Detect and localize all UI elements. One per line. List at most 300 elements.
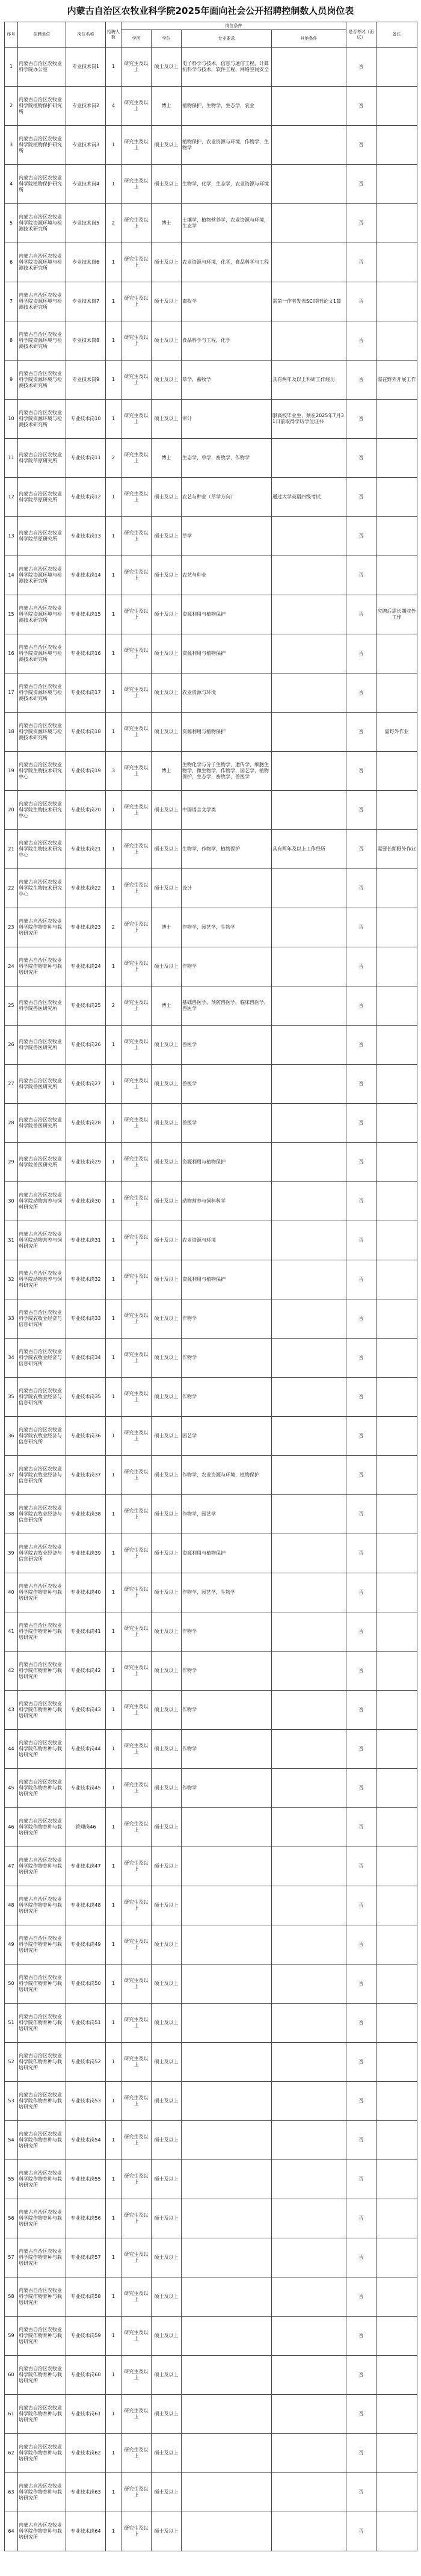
cell-degree: 博士	[152, 752, 182, 791]
cell-major	[182, 2277, 272, 2317]
table-row	[5, 2277, 417, 2317]
cell-degree: 硕士及以上	[152, 1965, 182, 2004]
cell-post: 专业技术岗42	[66, 1652, 106, 1691]
cell-count: 1	[106, 2473, 121, 2512]
cell-seq: 43	[5, 1691, 18, 1730]
cell-exam: 否	[346, 634, 376, 673]
cell-education: 研究生及以上	[121, 791, 152, 830]
table-row	[5, 1573, 417, 1612]
cell-seq: 33	[5, 1299, 18, 1339]
cell-exam: 否	[346, 1182, 376, 1221]
cell-exam: 否	[346, 1026, 376, 1065]
cell-count: 1	[106, 2199, 121, 2238]
cell-major: 作物学	[182, 1339, 272, 1378]
cell-degree: 硕士及以上	[152, 2356, 182, 2395]
cell-education: 研究生及以上	[121, 243, 152, 282]
cell-degree: 硕士及以上	[152, 634, 182, 673]
cell-unit: 内蒙古自治区农牧业科学院作物育种与栽培研究所	[18, 1730, 66, 1769]
header-degree: 学位	[152, 30, 182, 48]
cell-exam: 否	[346, 1573, 376, 1612]
cell-post: 专业技术岗5	[66, 204, 106, 243]
table-row	[5, 439, 417, 478]
cell-seq: 62	[5, 2434, 18, 2473]
cell-count: 1	[106, 321, 121, 361]
cell-exam: 否	[346, 1378, 376, 1417]
cell-note	[376, 165, 417, 204]
cell-seq: 59	[5, 2317, 18, 2356]
cell-education: 研究生及以上	[121, 1299, 152, 1339]
cell-note	[376, 2160, 417, 2199]
cell-seq: 15	[5, 595, 18, 634]
cell-unit: 内蒙古自治区农牧业科学院作物育种与栽培研究所	[18, 1691, 66, 1730]
cell-degree: 硕士及以上	[152, 1573, 182, 1612]
cell-unit: 内蒙古自治区农牧业科学院兽医研究所	[18, 1065, 66, 1104]
cell-degree: 硕士及以上	[152, 2434, 182, 2473]
cell-unit: 内蒙古自治区农牧业科学院动物营养与饲料研究所	[18, 1221, 66, 1260]
cell-unit: 内蒙古自治区农牧业科学院作物育种与栽培研究所	[18, 2395, 66, 2434]
cell-count: 1	[106, 2043, 121, 2082]
header-note: 备注	[376, 22, 417, 48]
cell-degree: 硕士及以上	[152, 1104, 182, 1143]
cell-unit: 内蒙古自治区农牧业科学院资源环境与检测技术研究所	[18, 595, 66, 634]
cell-degree: 硕士及以上	[152, 165, 182, 204]
cell-education: 研究生及以上	[121, 1965, 152, 2004]
cell-unit: 内蒙古自治区农牧业科学院作物育种与栽培研究所	[18, 1652, 66, 1691]
cell-count: 1	[106, 126, 121, 165]
cell-major: 审计	[182, 400, 272, 439]
table-row	[5, 830, 417, 869]
table-row	[5, 126, 417, 165]
cell-post: 专业技术岗50	[66, 1965, 106, 2004]
cell-note	[376, 2317, 417, 2356]
cell-seq: 47	[5, 1847, 18, 1886]
cell-note	[376, 1221, 417, 1260]
cell-note	[376, 673, 417, 713]
cell-major: 生物学，化学，生态学，农业资源与环境	[182, 165, 272, 204]
cell-exam: 否	[346, 165, 376, 204]
cell-major	[182, 2199, 272, 2238]
cell-count: 3	[106, 752, 121, 791]
cell-seq: 61	[5, 2395, 18, 2434]
cell-post: 专业技术岗19	[66, 752, 106, 791]
cell-post: 专业技术岗64	[66, 2512, 106, 2551]
cell-exam: 否	[346, 1769, 376, 1808]
cell-other	[272, 1339, 346, 1378]
cell-education: 研究生及以上	[121, 2082, 152, 2121]
cell-count: 1	[106, 2356, 121, 2395]
cell-other	[272, 439, 346, 478]
cell-note	[376, 517, 417, 556]
cell-education: 研究生及以上	[121, 2043, 152, 2082]
cell-unit: 内蒙古自治区农牧业科学院作物育种与栽培研究所	[18, 2043, 66, 2082]
cell-education: 研究生及以上	[121, 2395, 152, 2434]
cell-post: 专业技术岗32	[66, 1260, 106, 1299]
cell-degree: 硕士及以上	[152, 400, 182, 439]
cell-note	[376, 1769, 417, 1808]
cell-other	[272, 2121, 346, 2160]
cell-note	[376, 1808, 417, 1847]
cell-exam: 否	[346, 321, 376, 361]
cell-post: 专业技术岗8	[66, 321, 106, 361]
cell-unit: 内蒙古自治区农牧业科学院资源环境与检测技术研究所	[18, 282, 66, 321]
cell-degree: 硕士及以上	[152, 947, 182, 986]
cell-seq: 29	[5, 1143, 18, 1182]
cell-degree: 博士	[152, 908, 182, 947]
cell-post: 专业技术岗13	[66, 517, 106, 556]
cell-education: 研究生及以上	[121, 2160, 152, 2199]
cell-count: 1	[106, 1925, 121, 1965]
cell-exam: 否	[346, 400, 376, 439]
cell-unit: 内蒙古自治区农牧业科学院生物技术研究中心	[18, 869, 66, 908]
cell-note	[376, 400, 417, 439]
cell-post: 专业技术岗14	[66, 556, 106, 595]
cell-exam: 否	[346, 2043, 376, 2082]
cell-major: 作物学，农业资源与环境，植物保护	[182, 1456, 272, 1495]
cell-exam: 否	[346, 1143, 376, 1182]
cell-education: 研究生及以上	[121, 439, 152, 478]
cell-seq: 56	[5, 2199, 18, 2238]
cell-major: 生物化学与分子生物学，遗传学，细胞生物学，微生物学，作物学，园艺学，植物保护，生态学，畜牧学，兽医学	[182, 752, 272, 791]
cell-seq: 64	[5, 2512, 18, 2551]
cell-other	[272, 908, 346, 947]
cell-exam: 否	[346, 947, 376, 986]
cell-other	[272, 1104, 346, 1143]
cell-seq: 41	[5, 1612, 18, 1652]
cell-degree: 硕士及以上	[152, 1026, 182, 1065]
cell-seq: 52	[5, 2043, 18, 2082]
cell-note	[376, 48, 417, 87]
cell-education: 研究生及以上	[121, 1065, 152, 1104]
table-row	[5, 752, 417, 791]
cell-exam: 否	[346, 2395, 376, 2434]
cell-major: 作物学，园艺学，生物学	[182, 1573, 272, 1612]
cell-education: 研究生及以上	[121, 2473, 152, 2512]
cell-post: 专业技术岗40	[66, 1573, 106, 1612]
cell-unit: 内蒙古自治区农牧业科学院作物育种与栽培研究所	[18, 2082, 66, 2121]
cell-education: 研究生及以上	[121, 1769, 152, 1808]
cell-count: 1	[106, 517, 121, 556]
cell-exam: 否	[346, 126, 376, 165]
cell-education: 研究生及以上	[121, 1886, 152, 1925]
cell-count: 1	[106, 1378, 121, 1417]
cell-major	[182, 2160, 272, 2199]
cell-education: 研究生及以上	[121, 321, 152, 361]
cell-education: 研究生及以上	[121, 713, 152, 752]
cell-major	[182, 1965, 272, 2004]
cell-other	[272, 1730, 346, 1769]
table-row	[5, 1847, 417, 1886]
cell-exam: 否	[346, 282, 376, 321]
cell-exam: 否	[346, 1965, 376, 2004]
table-row	[5, 400, 417, 439]
table-row	[5, 2512, 417, 2551]
cell-note	[376, 1456, 417, 1495]
cell-count: 1	[106, 1456, 121, 1495]
cell-exam: 否	[346, 2512, 376, 2551]
cell-seq: 16	[5, 634, 18, 673]
header-major: 专业要求	[182, 30, 272, 48]
cell-exam: 否	[346, 204, 376, 243]
cell-other	[272, 1456, 346, 1495]
table-header	[5, 22, 417, 48]
cell-major: 作物学	[182, 1730, 272, 1769]
cell-major	[182, 2434, 272, 2473]
cell-exam: 否	[346, 2473, 376, 2512]
cell-unit: 内蒙古自治区农牧业科学院农牧业经济与信息研究所	[18, 1378, 66, 1417]
cell-degree: 硕士及以上	[152, 1925, 182, 1965]
cell-other	[272, 986, 346, 1026]
cell-count: 1	[106, 2434, 121, 2473]
cell-count: 1	[106, 400, 121, 439]
cell-seq: 1	[5, 48, 18, 87]
cell-education: 研究生及以上	[121, 2356, 152, 2395]
cell-exam: 否	[346, 1847, 376, 1886]
table-row	[5, 947, 417, 986]
cell-major: 农艺与种业（草学方向）	[182, 478, 272, 517]
table-row	[5, 48, 417, 87]
table-row	[5, 2473, 417, 2512]
header-post: 岗位名称	[66, 22, 106, 48]
cell-note	[376, 1925, 417, 1965]
cell-count: 1	[106, 1104, 121, 1143]
cell-seq: 31	[5, 1221, 18, 1260]
cell-seq: 48	[5, 1886, 18, 1925]
cell-unit: 内蒙古自治区农牧业科学院兽医研究所	[18, 1026, 66, 1065]
cell-count: 1	[106, 2277, 121, 2317]
cell-education: 研究生及以上	[121, 1221, 152, 1260]
cell-post: 专业技术岗18	[66, 713, 106, 752]
cell-exam: 否	[346, 673, 376, 713]
cell-seq: 44	[5, 1730, 18, 1769]
cell-post: 专业技术岗17	[66, 673, 106, 713]
cell-education: 研究生及以上	[121, 2512, 152, 2551]
cell-education: 研究生及以上	[121, 752, 152, 791]
cell-education: 研究生及以上	[121, 673, 152, 713]
cell-unit: 内蒙古自治区农牧业科学院作物育种与栽培研究所	[18, 1769, 66, 1808]
cell-exam: 否	[346, 595, 376, 634]
cell-seq: 3	[5, 126, 18, 165]
cell-seq: 11	[5, 439, 18, 478]
cell-education: 研究生及以上	[121, 48, 152, 87]
cell-post: 专业技术岗33	[66, 1299, 106, 1339]
cell-major	[182, 1886, 272, 1925]
cell-major: 植物保护，农业资源与环境，作物学，生物学	[182, 126, 272, 165]
cell-post: 专业技术岗26	[66, 1026, 106, 1065]
cell-note	[376, 1534, 417, 1573]
cell-other	[272, 243, 346, 282]
cell-unit: 内蒙古自治区农牧业科学院资源环境与检测技术研究所	[18, 361, 66, 400]
cell-education: 研究生及以上	[121, 1260, 152, 1299]
cell-degree: 硕士及以上	[152, 282, 182, 321]
cell-major: 中国语言文学类	[182, 791, 272, 830]
cell-major: 农业资源与环境	[182, 1221, 272, 1260]
cell-degree: 硕士及以上	[152, 673, 182, 713]
cell-exam: 否	[346, 1221, 376, 1260]
table-row	[5, 165, 417, 204]
cell-count: 1	[106, 1769, 121, 1808]
table-row	[5, 1104, 417, 1143]
cell-degree: 硕士及以上	[152, 1417, 182, 1456]
cell-unit: 内蒙古自治区农牧业科学院作物育种与栽培研究所	[18, 2277, 66, 2317]
table-row	[5, 517, 417, 556]
cell-exam: 否	[346, 439, 376, 478]
table-body	[5, 48, 417, 2551]
cell-other	[272, 2356, 346, 2395]
cell-education: 研究生及以上	[121, 1691, 152, 1730]
cell-other	[272, 1573, 346, 1612]
cell-seq: 63	[5, 2473, 18, 2512]
cell-seq: 30	[5, 1182, 18, 1221]
cell-education: 研究生及以上	[121, 204, 152, 243]
table-row	[5, 1417, 417, 1456]
cell-major: 资源利用与植物保护	[182, 1260, 272, 1299]
cell-note	[376, 634, 417, 673]
cell-post: 专业技术岗45	[66, 1769, 106, 1808]
cell-unit: 内蒙古自治区农牧业科学院作物育种与栽培研究所	[18, 1965, 66, 2004]
cell-exam: 否	[346, 1886, 376, 1925]
cell-post: 专业技术岗21	[66, 830, 106, 869]
cell-post: 专业技术岗16	[66, 634, 106, 673]
table-row	[5, 1065, 417, 1104]
table-row	[5, 2043, 417, 2082]
cell-unit: 内蒙古自治区农牧业科学院作物育种与栽培研究所	[18, 2160, 66, 2199]
cell-note	[376, 908, 417, 947]
cell-note	[376, 2004, 417, 2043]
cell-count: 1	[106, 947, 121, 986]
cell-major: 农业资源与环境	[182, 673, 272, 713]
cell-post: 专业技术岗3	[66, 126, 106, 165]
cell-unit: 内蒙古自治区农牧业科学院生物技术研究中心	[18, 791, 66, 830]
cell-note	[376, 204, 417, 243]
cell-education: 研究生及以上	[121, 1495, 152, 1534]
cell-unit: 内蒙古自治区农牧业科学院资源环境与检测技术研究所	[18, 400, 66, 439]
table-row	[5, 556, 417, 595]
cell-seq: 25	[5, 986, 18, 1026]
cell-exam: 否	[346, 752, 376, 791]
cell-seq: 23	[5, 908, 18, 947]
cell-major	[182, 2356, 272, 2395]
cell-note	[376, 2434, 417, 2473]
cell-seq: 42	[5, 1652, 18, 1691]
cell-note	[376, 321, 417, 361]
cell-count: 1	[106, 634, 121, 673]
table-row	[5, 2395, 417, 2434]
cell-degree: 硕士及以上	[152, 1769, 182, 1808]
cell-degree: 硕士及以上	[152, 1691, 182, 1730]
cell-other	[272, 1965, 346, 2004]
cell-other	[272, 165, 346, 204]
cell-major: 作物学	[182, 1612, 272, 1652]
cell-seq: 55	[5, 2160, 18, 2199]
cell-note	[376, 1495, 417, 1534]
cell-note	[376, 1378, 417, 1417]
cell-count: 1	[106, 1808, 121, 1847]
cell-other	[272, 2473, 346, 2512]
cell-note	[376, 2473, 417, 2512]
cell-unit: 内蒙古自治区农牧业科学院作物育种与栽培研究所	[18, 1573, 66, 1612]
cell-count: 1	[106, 2317, 121, 2356]
cell-education: 研究生及以上	[121, 947, 152, 986]
cell-education: 研究生及以上	[121, 1808, 152, 1847]
cell-note: 需野外作业	[376, 713, 417, 752]
cell-count: 1	[106, 595, 121, 634]
cell-post: 专业技术岗28	[66, 1104, 106, 1143]
cell-seq: 19	[5, 752, 18, 791]
cell-post: 专业技术岗59	[66, 2317, 106, 2356]
cell-education: 研究生及以上	[121, 556, 152, 595]
cell-unit: 内蒙古自治区农牧业科学院农牧业经济与信息研究所	[18, 1339, 66, 1378]
table-row	[5, 204, 417, 243]
table-row	[5, 908, 417, 947]
cell-other	[272, 1847, 346, 1886]
cell-post: 专业技术岗61	[66, 2395, 106, 2434]
table-row	[5, 2004, 417, 2043]
cell-major: 植物保护，生物学，生态学，农业	[182, 87, 272, 126]
table-row	[5, 1378, 417, 1417]
cell-degree: 硕士及以上	[152, 2043, 182, 2082]
cell-count: 1	[106, 243, 121, 282]
cell-other	[272, 2238, 346, 2277]
cell-count: 1	[106, 1612, 121, 1652]
cell-unit: 内蒙古自治区农牧业科学院农牧业经济与信息研究所	[18, 1495, 66, 1534]
cell-unit: 内蒙古自治区农牧业科学院资源环境与检测技术研究所	[18, 204, 66, 243]
cell-education: 研究生及以上	[121, 2121, 152, 2160]
cell-seq: 35	[5, 1378, 18, 1417]
table-row	[5, 1456, 417, 1495]
cell-unit: 内蒙古自治区农牧业科学院作物育种与栽培研究所	[18, 2434, 66, 2473]
cell-count: 1	[106, 1417, 121, 1456]
cell-education: 研究生及以上	[121, 517, 152, 556]
cell-exam: 否	[346, 830, 376, 869]
cell-count: 2	[106, 986, 121, 1026]
cell-exam: 否	[346, 869, 376, 908]
cell-unit: 内蒙古自治区农牧业科学院资源环境与检测技术研究所	[18, 243, 66, 282]
cell-count: 2	[106, 439, 121, 478]
cell-degree: 硕士及以上	[152, 1339, 182, 1378]
cell-unit: 内蒙古自治区农牧业科学院植物保护研究所	[18, 165, 66, 204]
cell-seq: 13	[5, 517, 18, 556]
cell-seq: 21	[5, 830, 18, 869]
cell-degree: 博士	[152, 204, 182, 243]
table-row	[5, 1143, 417, 1182]
cell-other	[272, 2434, 346, 2473]
cell-education: 研究生及以上	[121, 1652, 152, 1691]
cell-note	[376, 1886, 417, 1925]
cell-major: 生物学，作物学，植物保护	[182, 830, 272, 869]
cell-education: 研究生及以上	[121, 634, 152, 673]
cell-other	[272, 126, 346, 165]
recruitment-table	[4, 22, 417, 2551]
cell-post: 专业技术岗38	[66, 1495, 106, 1534]
cell-post: 专业技术岗24	[66, 947, 106, 986]
cell-degree: 硕士及以上	[152, 1886, 182, 1925]
cell-count: 1	[106, 1143, 121, 1182]
cell-count: 1	[106, 1573, 121, 1612]
cell-note	[376, 1299, 417, 1339]
cell-major: 动物营养与饲料科学	[182, 1182, 272, 1221]
cell-note	[376, 986, 417, 1026]
cell-degree: 硕士及以上	[152, 517, 182, 556]
cell-other	[272, 1065, 346, 1104]
cell-other: 具有两年及以上工作经历	[272, 830, 346, 869]
cell-note	[376, 243, 417, 282]
cell-degree: 硕士及以上	[152, 1182, 182, 1221]
cell-exam: 否	[346, 2121, 376, 2160]
cell-other	[272, 2512, 346, 2551]
cell-education: 研究生及以上	[121, 908, 152, 947]
cell-exam: 否	[346, 1299, 376, 1339]
cell-major: 农业资源与环境，化学，食品科学与工程	[182, 243, 272, 282]
